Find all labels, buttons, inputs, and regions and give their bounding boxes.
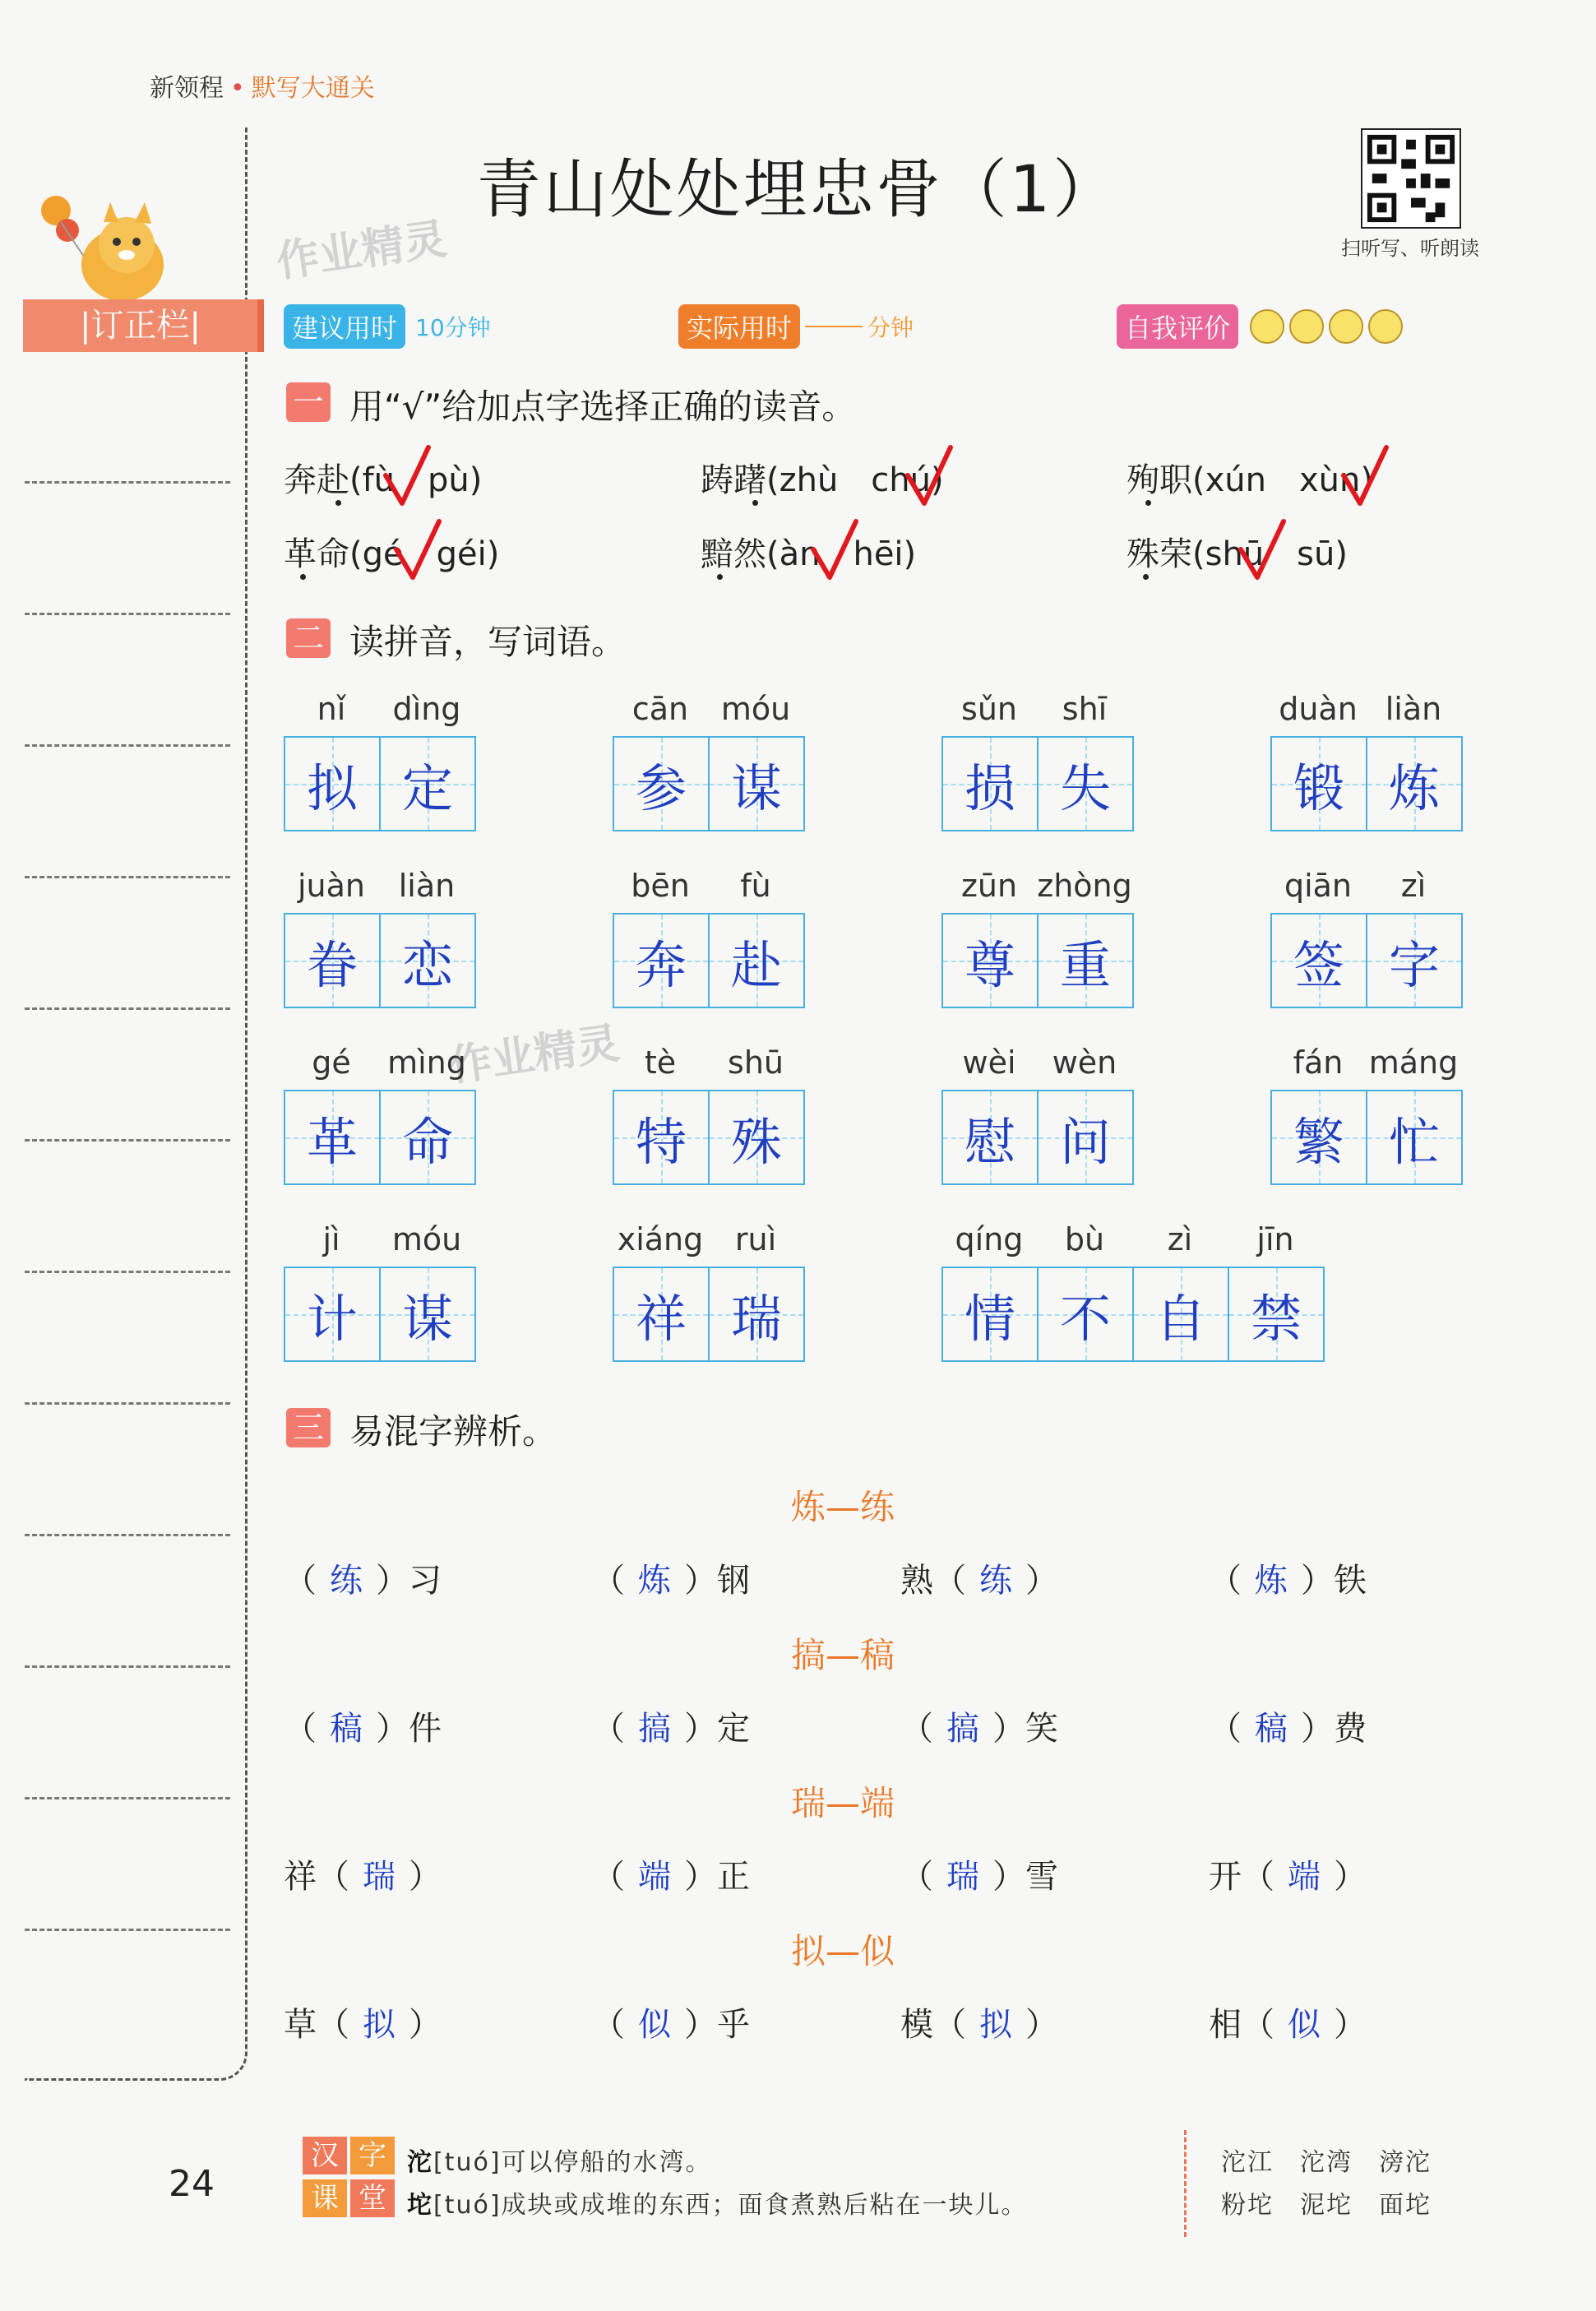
smile-face-icon[interactable] [1250,309,1284,344]
tip-definition: [tuó]可以停船的水湾。 [433,2148,712,2177]
pinyin-label: qíng [955,1221,1024,1257]
correction-line [25,1139,230,1142]
fill-suffix: ）习 [376,1562,442,1600]
tip-line-2 [407,2184,1028,2221]
pinyin-label: jīn [1256,1221,1294,1257]
word-writing-grid [284,913,476,1008]
word-writing-grid [941,913,1134,1008]
word-writing-grid [284,1090,476,1185]
self-evaluation [1117,304,1408,349]
pinyin-label: nǐ [317,691,346,727]
tip-words-row: 沱江 沱湾 滂沱 [1221,2148,1432,2177]
fill-answer[interactable]: 端 [1288,1858,1321,1896]
writing-cell[interactable] [285,1091,381,1183]
fill-prefix: 草（ [284,2006,349,2044]
fill-blank-item [284,1702,442,1749]
writing-cell[interactable] [943,1268,1039,1360]
pinyin-label: móu [391,1221,462,1257]
section-title: 易混字辨析。 [349,1411,557,1452]
written-character: 计 [306,1288,358,1349]
fill-answer[interactable]: 拟 [979,2006,1012,2044]
fill-suffix: ） [1334,2006,1367,2044]
written-character: 尊 [964,934,1015,995]
tip-words-row: 粉坨 泥坨 面坨 [1221,2191,1432,2220]
written-character: 殊 [730,1111,782,1172]
actual-time-blank[interactable] [805,326,863,327]
written-character: 锻 [1293,757,1344,818]
writing-cell[interactable] [381,915,474,1007]
hanzi-classroom-badge-top [303,2137,395,2174]
check-mark-icon [1340,444,1390,510]
pinyin-label: liàn [1385,691,1442,727]
fill-suffix: ） [1334,1858,1367,1896]
emphasis-dot [335,500,341,506]
brand-name: 新领程 [150,74,224,103]
fill-answer[interactable]: 练 [979,1562,1012,1600]
writing-cell[interactable] [710,738,803,830]
pronunciation-item: 黯然(àn hēi) [701,535,917,573]
word-writing-grid [1270,736,1463,831]
fill-prefix: （ [900,1710,933,1748]
badge-char: 汉 [303,2137,347,2174]
word-writing-grid [1270,913,1463,1008]
fill-suffix: ）正 [684,1858,750,1896]
qr-code-icon[interactable] [1361,128,1461,229]
correction-line [25,876,230,878]
fill-answer[interactable]: 瑞 [363,1858,396,1896]
check-mark-icon [904,444,954,510]
pronunciation-item: 殊荣(shū sū) [1126,535,1348,573]
pinyin-label: wèi [962,1044,1016,1081]
written-character: 忙 [1388,1111,1440,1172]
pinyin-label: wèn [1052,1044,1117,1081]
series-name: 默写大通关 [251,74,375,103]
fill-blank-item [592,1554,750,1601]
pronunciation-item: 殉职(xún xùn) [1126,461,1373,499]
section-number: 三 [286,1408,331,1447]
fill-blank-item [1209,1850,1367,1897]
fill-blank-item [284,1850,442,1897]
actual-time-label: 实际用时 [678,304,800,349]
fill-suffix: ）费 [1301,1710,1367,1748]
check-mark-icon [382,444,432,510]
writing-cell[interactable] [1039,915,1132,1007]
fill-answer[interactable]: 稿 [1255,1710,1288,1748]
pinyin-label: móu [720,691,791,727]
hanzi-classroom-badge-bottom [303,2179,395,2217]
fill-prefix: 模（ [900,2006,966,2044]
actual-time-unit: 分钟 [867,314,914,341]
written-character: 瑞 [730,1288,782,1349]
written-character: 谋 [730,757,782,818]
fill-answer[interactable]: 似 [1288,2006,1321,2044]
written-character: 奔 [635,934,687,995]
pinyin-label: qiān [1284,868,1353,904]
fill-suffix: ）件 [376,1710,442,1748]
pinyin-label: duàn [1279,691,1358,727]
pronunciation-item: 奔赴(fù pù) [284,461,483,499]
writing-cell[interactable] [285,738,381,830]
written-character: 问 [1059,1111,1111,1172]
writing-cell[interactable] [1134,1268,1229,1360]
written-character: 赴 [730,934,782,995]
correction-line [25,1402,230,1405]
written-character: 革 [306,1111,358,1172]
written-character: 不 [1059,1288,1111,1349]
writing-cell[interactable] [1367,1091,1461,1183]
confusable-pair-title: 搞—稿 [790,1635,895,1675]
tip-char: 沱 [407,2148,433,2177]
sad-face-icon[interactable] [1368,309,1403,344]
squirrel-mascot-icon [28,189,176,304]
pinyin-label: zūn [960,868,1018,904]
fill-answer[interactable]: 似 [638,2006,671,2044]
emphasis-dot [1145,500,1151,506]
qr-label: 扫听写、听朗读 [1341,237,1479,260]
fill-prefix: （ [592,1710,625,1748]
pinyin-label: bù [1064,1221,1105,1257]
meh-face-icon[interactable] [1329,309,1363,344]
fill-prefix: （ [1209,1710,1242,1748]
written-character: 炼 [1388,757,1440,818]
suggested-time-label: 建议用时 [284,304,405,349]
writing-cell[interactable] [381,738,474,830]
writing-cell[interactable] [381,1268,474,1360]
fill-blank-item [592,1998,750,2045]
fill-prefix: 熟（ [900,1562,966,1600]
writing-cell[interactable] [710,1091,803,1183]
written-character: 特 [635,1111,687,1172]
fill-blank-item [1209,1554,1367,1601]
pinyin-label: zì [1400,868,1427,904]
check-mark-icon [810,518,859,584]
fill-suffix: ）笑 [992,1710,1058,1748]
fill-answer[interactable]: 搞 [946,1710,979,1748]
check-mark-icon [1237,518,1287,584]
written-character: 拟 [306,757,358,818]
writing-cell[interactable] [1367,738,1461,830]
correction-line [25,613,230,615]
written-character: 重 [1059,934,1111,995]
pinyin-label: juàn [297,868,365,904]
fill-blank-item [900,1702,1058,1749]
fill-answer[interactable]: 练 [330,1562,363,1600]
pinyin-label: xiáng [617,1221,704,1257]
section-number: 一 [286,382,331,422]
emphasis-dot [752,500,758,506]
writing-cell[interactable] [1229,1268,1323,1360]
separator-dot: • [230,74,245,103]
writing-cell[interactable] [381,1091,474,1183]
writing-cell[interactable] [1039,1268,1134,1360]
written-character: 签 [1293,934,1344,995]
writing-cell[interactable] [1039,1091,1132,1183]
pinyin-label: dìng [392,691,461,727]
fill-answer[interactable]: 炼 [1255,1562,1288,1600]
pinyin-label: fù [740,868,771,904]
pinyin-label: liàn [398,868,456,904]
pinyin-label: máng [1368,1044,1459,1081]
tip-divider [1184,2130,1187,2237]
written-character: 谋 [401,1288,453,1349]
correction-line [25,1007,230,1010]
correction-line [25,744,230,747]
word-writing-grid [1270,1090,1463,1185]
fill-answer[interactable]: 搞 [638,1710,671,1748]
written-character: 禁 [1250,1288,1302,1349]
suggested-time [284,304,491,349]
pronunciation-item: 革命(gé géi) [284,535,500,573]
word-writing-grid [941,1267,1325,1362]
section-number: 二 [286,618,331,658]
pinyin-label: ruì [734,1221,777,1257]
writing-cell[interactable] [943,1091,1039,1183]
section-title: 用“√”给加点字选择正确的读音。 [349,387,857,427]
fill-suffix: ） [1025,2006,1058,2044]
emphasis-dot [300,574,306,580]
writing-cell[interactable] [1367,915,1461,1007]
correction-line [25,1271,230,1273]
written-character: 参 [635,757,687,818]
writing-cell[interactable] [1039,738,1132,830]
pinyin-label: shī [1062,691,1108,727]
pinyin-label: zhòng [1037,868,1132,904]
pinyin-label: gé [312,1044,351,1081]
fill-suffix: ） [409,2006,442,2044]
tip-definition: [tuó]成块或成堆的东西；面食煮熟后粘在一块儿。 [433,2191,1028,2220]
pronunciation-item: 踌躇(zhù chú) [701,461,944,499]
fill-prefix: （ [592,2006,625,2044]
suggested-time-value: 10分钟 [415,314,491,341]
written-character: 损 [964,757,1015,818]
pinyin-label: jì [322,1221,340,1257]
fill-prefix: 祥（ [284,1858,349,1896]
rating-faces [1250,309,1408,344]
correction-tab: |订正栏| [23,299,264,352]
page-number: 24 [169,2163,215,2205]
writing-cell[interactable] [614,738,710,830]
fill-suffix: ）雪 [992,1858,1058,1896]
badge-char: 字 [350,2137,395,2174]
writing-cell[interactable] [710,915,803,1007]
self-eval-label: 自我评价 [1117,304,1238,349]
correction-line [25,481,230,484]
word-writing-grid [613,736,805,831]
fill-blank-item [1209,1998,1367,2045]
writing-cell[interactable] [285,915,381,1007]
section-title: 读拼音，写词语。 [349,622,627,662]
fill-blank-item [900,1554,1058,1601]
pinyin-label: cān [631,691,689,727]
writing-cell[interactable] [943,738,1039,830]
fill-blank-item [1209,1702,1367,1749]
writing-cell[interactable] [943,915,1039,1007]
neutral-face-icon[interactable] [1289,309,1324,344]
confusable-pair-title: 拟—似 [790,1931,895,1971]
fill-blank-item [592,1702,750,1749]
fill-suffix: ）钢 [684,1562,750,1600]
fill-suffix: ）乎 [684,2006,750,2044]
pinyin-label: bēn [631,868,690,904]
word-writing-grid [613,1090,805,1185]
fill-answer[interactable]: 端 [638,1858,671,1896]
fill-blank-item [592,1850,750,1897]
fill-blank-item [284,1998,442,2045]
written-character: 眷 [306,934,358,995]
pinyin-label: fán [1293,1044,1344,1081]
series-header [150,67,375,104]
fill-suffix: ） [1025,1562,1058,1600]
written-character: 字 [1388,934,1440,995]
written-character: 命 [401,1111,453,1172]
fill-answer[interactable]: 稿 [330,1710,363,1748]
fill-prefix: （ [1209,1562,1242,1600]
writing-cell[interactable] [285,1268,381,1360]
page-title: 青山处处埋忠骨（1） [476,153,1120,227]
fill-prefix: 相（ [1209,2006,1274,2044]
writing-cell[interactable] [710,1268,803,1360]
written-character: 定 [401,757,453,818]
actual-time [678,304,914,349]
fill-prefix: （ [284,1562,317,1600]
writing-cell[interactable] [614,1268,710,1360]
fill-prefix: （ [592,1562,625,1600]
fill-prefix: （ [900,1858,933,1896]
fill-prefix: 开（ [1209,1858,1274,1896]
watermark: 作业精灵 [273,214,450,288]
badge-char: 堂 [350,2179,395,2217]
fill-blank-item [900,1850,1058,1897]
word-writing-grid [941,736,1134,831]
fill-suffix: ） [409,1858,442,1896]
writing-cell[interactable] [1272,738,1367,830]
pinyin-label: shū [728,1044,784,1081]
written-character: 情 [964,1288,1015,1349]
written-character: 慰 [964,1111,1015,1172]
word-writing-grid [941,1090,1134,1185]
written-character: 恋 [401,934,453,995]
written-character: 自 [1154,1288,1206,1349]
tip-line-1 [407,2142,712,2178]
fill-blank-item [900,1998,1058,2045]
fill-suffix: ）定 [684,1710,750,1748]
emphasis-dot [1143,574,1149,580]
pinyin-label: zì [1167,1221,1193,1257]
confusable-pair-title: 瑞—端 [790,1783,895,1823]
watermark: 作业精灵 [446,1018,622,1092]
pinyin-label: sǔn [961,691,1017,727]
writing-cell[interactable] [614,915,710,1007]
word-writing-grid [284,736,476,831]
tip-char: 坨 [407,2191,433,2220]
check-mark-icon [393,518,442,584]
fill-prefix: （ [284,1710,317,1748]
written-character: 繁 [1293,1111,1344,1172]
word-writing-grid [284,1267,476,1362]
word-writing-grid [613,1267,805,1362]
fill-answer[interactable]: 炼 [638,1562,671,1600]
badge-char: 课 [303,2179,347,2217]
fill-answer[interactable]: 拟 [363,2006,396,2044]
fill-suffix: ）铁 [1301,1562,1367,1600]
word-writing-grid [613,913,805,1008]
fill-prefix: （ [592,1858,625,1896]
writing-cell[interactable] [614,1091,710,1183]
pinyin-label: mìng [387,1044,466,1081]
confusable-pair-title: 炼—练 [790,1487,895,1527]
writing-cell[interactable] [1272,1091,1367,1183]
correction-line [25,1534,230,1536]
written-character: 祥 [635,1288,687,1349]
fill-answer[interactable]: 瑞 [946,1858,979,1896]
emphasis-dot [717,574,723,580]
written-character: 失 [1059,757,1111,818]
writing-cell[interactable] [1272,915,1367,1007]
pinyin-label: tè [644,1044,677,1081]
fill-blank-item [284,1554,442,1601]
